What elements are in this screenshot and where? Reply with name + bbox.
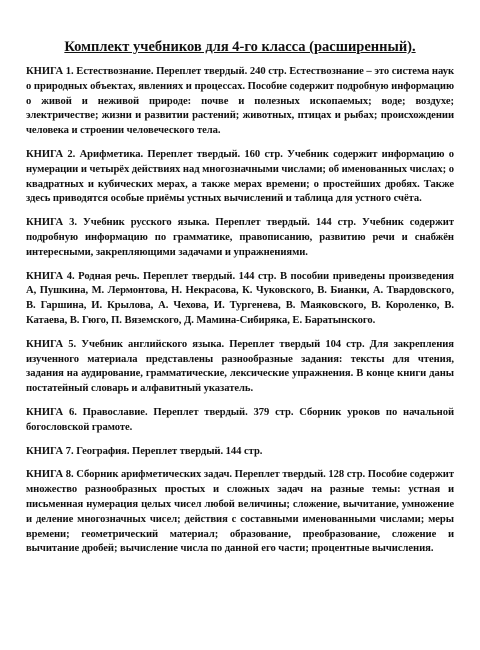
book-2-description: КНИГА 2. Арифметика. Переплет твердый. 160 стр. Учебник содержит информацию о нумерации и четырёх действиях над многозначными числами; об именованных числах; о квадратных и кубических мерах, а также мерах времени; о простейших дробях. Также здесь приводятся особые приёмы устных вычислений и таблица для устного счёта. — [26, 148, 454, 205]
book-1-description: КНИГА 1. Естествознание. Переплет твердый. 240 стр. Естествознание – это система наук о природных объектах, явлениях и процессах. Пособие содержит подробную информацию о живой и неживой природе: почве и полезных ископаемых; воде; воздухе; электричестве; жизни и развитии растений; животных, птицах и рыбах; происхождении человека и строении человеческого тела. — [26, 66, 454, 137]
book-8-description: КНИГА 8. Сборник арифметических задач. Переплет твердый. 128 стр. Пособие содержит множество разнообразных простых и сложных задач на разные темы: устная и письменная нумерация целых чисел любой величины; сложение, вычитание, умножение и деление многозначных чисел; действия с составными именованными числами; меры времени; геометрический материал; образование, преобразование, сложение и вычитание дробей; вычисление числа по данной его части; процентные вычисления. — [26, 469, 454, 555]
book-5-description: КНИГА 5. Учебник английского языка. Переплет твердый 104 стр. Для закрепления изученного материала представлены разнообразные задания: тексты для чтения, задания на аудирование, грамматические, лексические упражнения. В конце книги даны постатейный словарь и алфавитный указатель. — [26, 338, 454, 395]
book-3-description: КНИГА 3. Учебник русского языка. Переплет твердый. 144 стр. Учебник содержит подробную информацию по грамматике, правописанию, развитию речи и снабжён интересными, закрепляющими задачами и упражнениями. — [26, 217, 454, 258]
book-7-description: КНИГА 7. География. Переплет твердый. 144 стр. — [26, 445, 263, 457]
book-6-description: КНИГА 6. Православие. Переплет твердый. 379 стр. Сборник уроков по начальной богословской грамоте. — [26, 406, 454, 433]
document-title: Комплект учебников для 4-го класса (расширенный). — [64, 39, 416, 55]
book-4-description: КНИГА 4. Родная речь. Переплет твердый. 144 стр. В пособии приведены произведения А, Пушкина, М. Лермонтова, Н. Некрасова, К. Чуковского, В. Бианки, А. Твардовского, В. Гаршина, И. Крылова, А. Чехова, И. Тургенева, В. Маяковского, В. Короленко, В. Катаева, В. Гюго, П. Вяземского, Д. Мамина-Сибиряка, Е. Баратынского. — [26, 270, 454, 326]
